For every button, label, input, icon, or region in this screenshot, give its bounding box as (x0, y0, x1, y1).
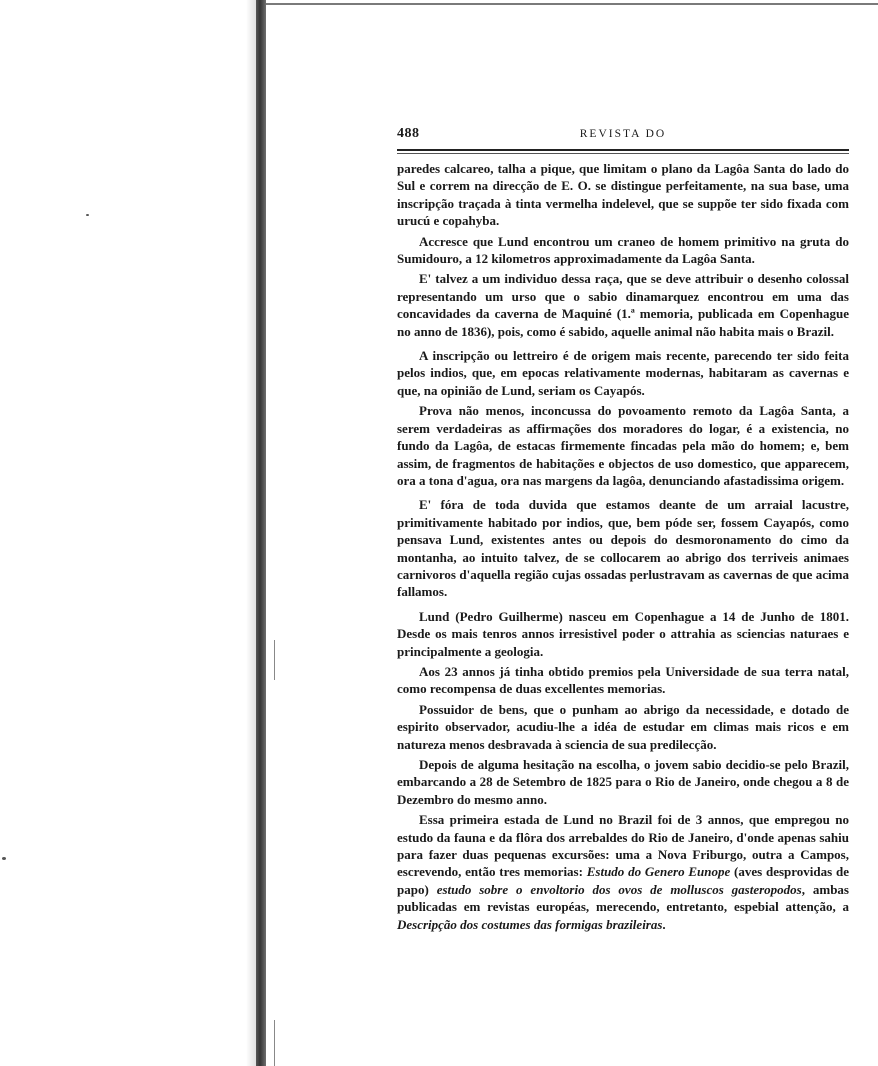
paragraph: Aos 23 annos já tinha obtido premios pela Universidade de sua terra natal, como recompensa de duas excellentes memorias. (397, 663, 849, 697)
paragraph: Depois de alguma hesitação na escolha, o jovem sabio decidio-se pelo Brazil, embarcando a 28 de Setembro de 1825 para o Rio de Janeiro, onde chegou a 8 de Dezembro do mesmo anno. (397, 757, 849, 807)
paragraph-text: Essa primeira estada de Lund no Brazil foi de 3 annos, que empregou no estudo da fauna e da flôra dos arrebaldes do Rio de Janeiro, d'onde apenas sahiu para fazer duas pequenas excursões: uma a Nova Friburgo, outra a Campos, escrevendo, então tres memorias: (397, 812, 849, 880)
paragraph: A inscripção ou lettreiro é de origem mais recente, parecendo ter sido feita pelos indios, que, em epocas relativamente modernas, habitaram as cavernas e que, na opinião de Lund, seriam os Cayapós. (397, 348, 849, 398)
paragraph-text: (aves desprovidas de papo) (397, 864, 849, 897)
italic-title: Estudo do Genero Eunope (586, 864, 731, 880)
header-rule-thin (397, 153, 849, 154)
scan-top-border (266, 3, 878, 5)
running-title: REVISTA DO (579, 128, 667, 140)
italic-title: estudo sobre o envoltorio dos ovos de molluscos gasteropodos (436, 881, 802, 897)
italic-title: Descripção dos costumes das formigas brazileiras (397, 916, 663, 932)
paragraph: E' fóra de toda duvida que estamos deante de um arraial lacustre, primitivamente habitado por indios, que, bem póde ser, fossem Cayapós, como pensava Lund, existentes antes ou depois do desmoronamento do cimo da montanha, ao intuito talvez, de se collocarem ao abrigo dos terriveis animaes carnivoros d'aquella região cujas ossadas perlustravam as cavernas de que acima fallamos. (397, 497, 849, 600)
scan-mark (274, 1020, 275, 1066)
page-number: 488 (397, 126, 420, 141)
scan-speck (86, 214, 89, 216)
page-header (397, 126, 849, 144)
paragraph: paredes calcareo, talha a pique, que limitam o plano da Lagôa Santa do lado do Sul e correm na direcção de E. O. se distingue perfeitamente, na sua base, uma inscripção traçada à tinta vermelha indelevel, que se suppõe ter sido fixada com urucú e copahyba. (397, 161, 849, 229)
paragraph: Prova não menos, inconcussa do povoamento remoto da Lagôa Santa, a serem verdadeiras as affirmações dos moradores do logar, é a existencia, no fundo da Lagôa, de estacas firmemente fincadas pela mão do homem; e, bem assim, de fragmentos de habitações e objectos de uso domestico, que apparecem, ora a tona d'agua, ora nas margens da lagôa, denunciando afastadissima origem. (397, 403, 849, 488)
page-gutter-shadow (246, 0, 256, 1066)
paragraph: Possuidor de bens, que o punham ao abrigo da necessidade, e dotado de espirito observador, acudiu-lhe a idéa de estudar em climas mais ricos e em natureza menos desbravada à sciencia de sua predilecção. (397, 701, 849, 752)
scan-speck (2, 857, 6, 860)
paragraph-last (397, 811, 849, 933)
page-gutter-edge (256, 0, 266, 1066)
paragraph: Accresce que Lund encontrou um craneo de homem primitivo na gruta do Sumidouro, a 12 kilometros approximadamente da Lagôa Santa. (397, 233, 849, 267)
paragraph-text: , ambas publicadas em revistas européas, merecendo, entretanto, espebial attenção, a (397, 881, 849, 915)
body-text (397, 160, 849, 936)
scan-mark (274, 640, 275, 680)
paragraph: E' talvez a um individuo dessa raça, que se deve attribuir o desenho colossal representando um urso que o sabio dinamarquez encontrou em uma das concavidades da caverna de Maquiné (1.ª memoria, publicada em Copenhague no anno de 1836), pois, como é sabido, aquelle animal não habita mais o Brazil. (397, 271, 849, 339)
header-rule (397, 149, 849, 151)
paragraph: Lund (Pedro Guilherme) nasceu em Copenhague a 14 de Junho de 1801. Desde os mais tenros annos irresistivel poder o attrahia as sciencias naturaes e principalmente a geologia. (397, 608, 849, 659)
paragraph-text: . (662, 916, 666, 932)
